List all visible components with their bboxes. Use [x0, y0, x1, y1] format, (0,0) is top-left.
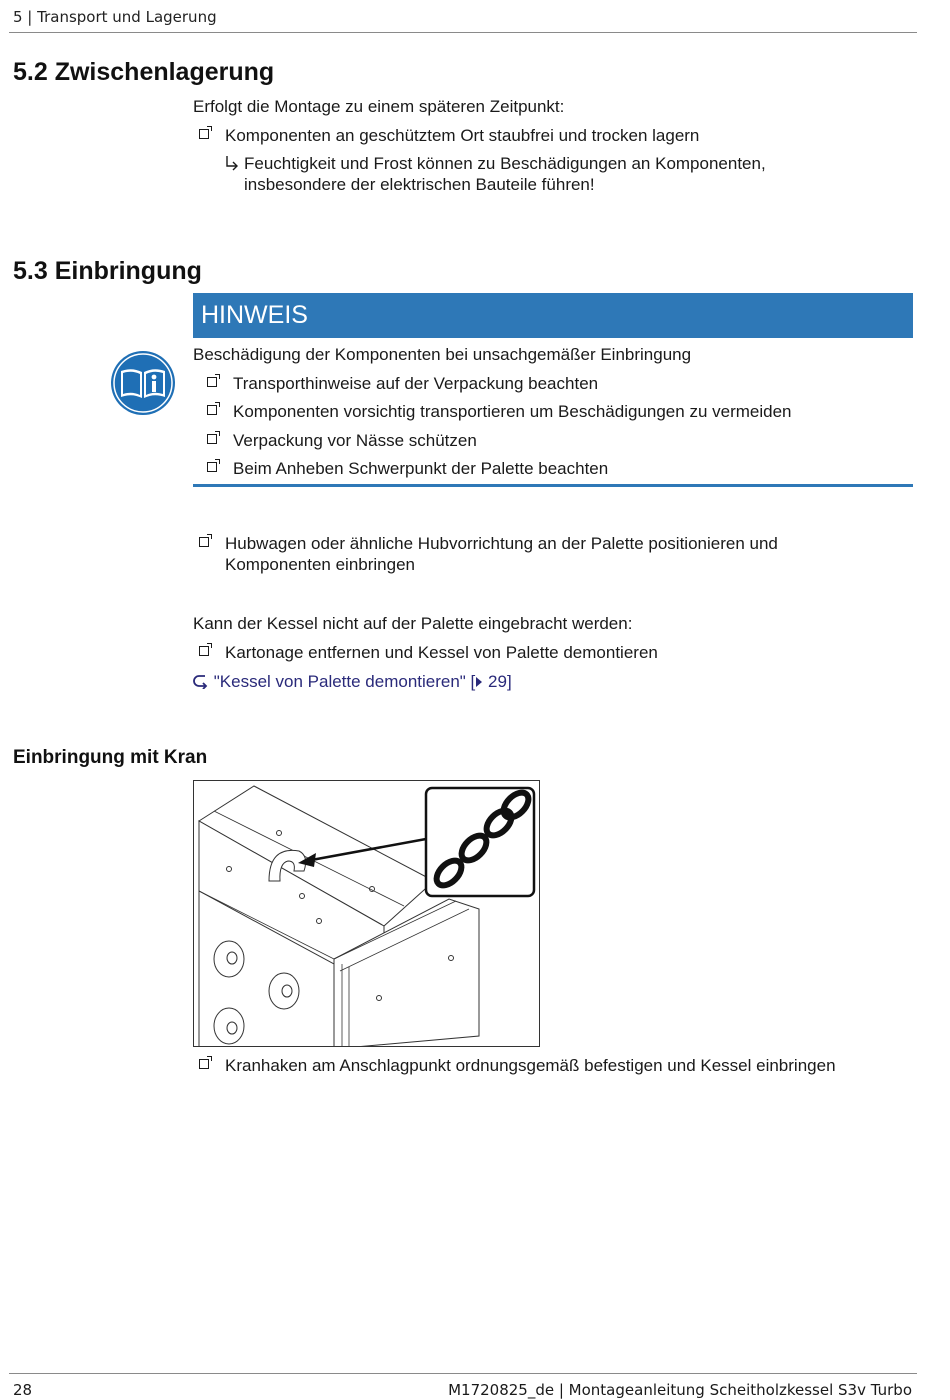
step-text: Kranhaken am Anschlagpunkt ordnungsgemäß befestigen und Kessel einbringen — [225, 1056, 836, 1075]
page-header: 5 | Transport und Lagerung — [13, 8, 217, 26]
page-number: 28 — [13, 1381, 33, 1399]
checkbox-bullet-icon — [207, 405, 217, 415]
reference-arrow-icon — [193, 673, 209, 689]
crane-attachment-figure — [193, 780, 540, 1047]
notice-item-text: Transporthinweise auf der Verpackung beachten — [233, 374, 599, 393]
notice-text: Beschädigung der Komponenten bei unsachgemäßer Einbringung — [193, 345, 692, 364]
step-text-line-2: Komponenten einbringen — [225, 555, 415, 574]
footer-divider — [9, 1373, 917, 1374]
result-arrow-icon — [224, 155, 240, 173]
notice-header: HINWEIS — [193, 293, 913, 338]
checkbox-bullet-icon — [199, 129, 209, 139]
crane-subtitle: Einbringung mit Kran — [13, 747, 208, 768]
section-5-3-step-2 — [199, 642, 658, 663]
section-5-2-intro: Erfolgt die Montage zu einem späteren Zeitpunkt: — [193, 97, 565, 116]
section-title-5-2: 5.2 Zwischenlagerung — [13, 58, 275, 86]
page-pointer-icon — [475, 676, 483, 688]
boiler-illustration — [194, 781, 540, 1047]
section-title-5-3: 5.3 Einbringung — [13, 257, 202, 285]
notice-item — [207, 458, 608, 479]
checkbox-bullet-icon — [207, 434, 217, 444]
notice-item-text: Beim Anheben Schwerpunkt der Palette beachten — [233, 459, 609, 478]
manual-info-icon — [110, 350, 176, 416]
result-line-1: Feuchtigkeit und Frost können zu Beschädigungen an Komponenten, — [244, 154, 766, 173]
crane-step — [199, 1055, 836, 1076]
cross-reference-link[interactable] — [193, 671, 512, 692]
link-text[interactable]: "Kessel von Palette demontieren" [ — [213, 672, 476, 691]
notice-item — [207, 373, 598, 394]
step-text: Kartonage entfernen und Kessel von Palette demontieren — [225, 643, 658, 662]
condition-text: Kann der Kessel nicht auf der Palette eingebracht werden: — [193, 614, 633, 633]
notice-item-text: Verpackung vor Nässe schützen — [233, 431, 477, 450]
document-title: M1720825_de | Montageanleitung Scheitholzkessel S3v Turbo — [448, 1381, 912, 1399]
notice-item — [207, 401, 792, 422]
notice-bottom-rule — [193, 484, 913, 487]
notice-item — [207, 430, 477, 451]
step-text: Komponenten an geschütztem Ort staubfrei und trocken lagern — [225, 126, 700, 145]
checkbox-bullet-icon — [199, 537, 209, 547]
step-text-line-1: Hubwagen oder ähnliche Hubvorrichtung an der Palette positionieren und — [225, 534, 778, 553]
header-divider — [9, 32, 917, 33]
checkbox-bullet-icon — [207, 377, 217, 387]
result-line-2: insbesondere der elektrischen Bauteile führen! — [244, 175, 595, 194]
checkbox-bullet-icon — [207, 462, 217, 472]
checkbox-bullet-icon — [199, 1059, 209, 1069]
link-page[interactable]: 29] — [488, 672, 512, 691]
section-5-2-result — [224, 153, 766, 195]
section-5-3-step-1 — [199, 533, 778, 575]
checkbox-bullet-icon — [199, 646, 209, 656]
section-5-2-step — [199, 125, 699, 146]
notice-item-text: Komponenten vorsichtig transportieren um Beschädigungen zu vermeiden — [233, 402, 792, 421]
